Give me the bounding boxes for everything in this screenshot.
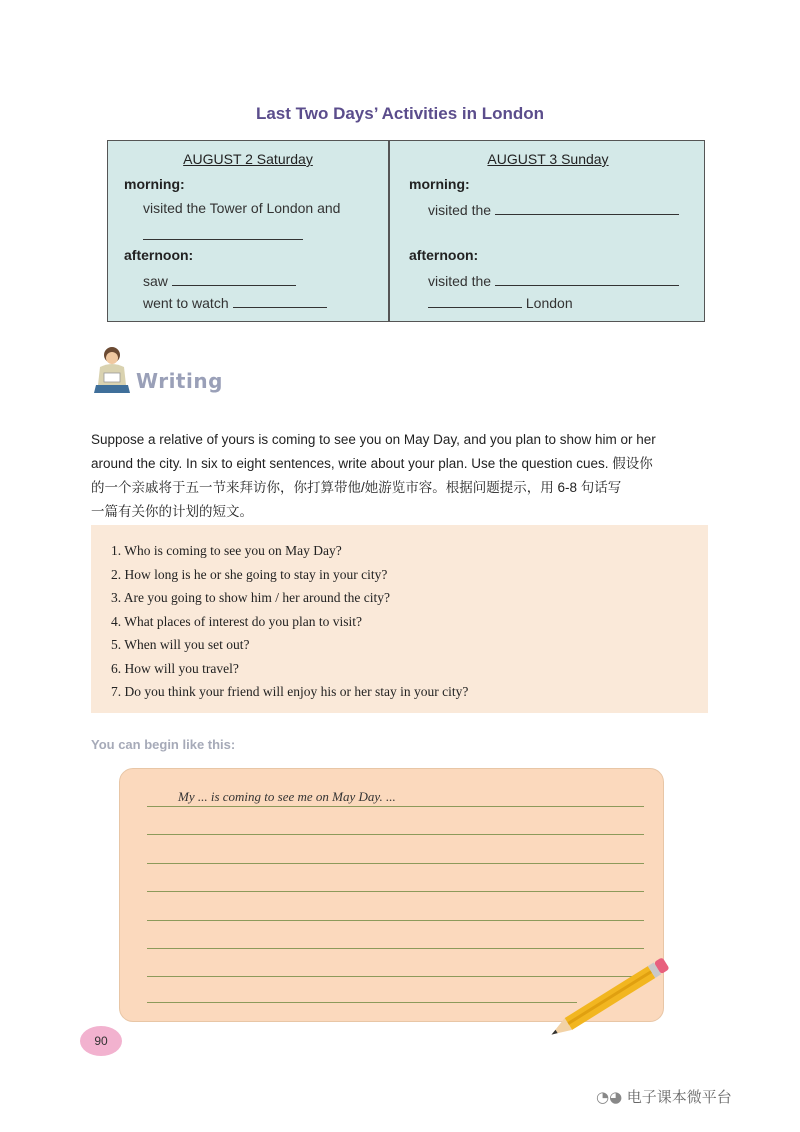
sunday-afternoon-blank2[interactable] [428, 293, 522, 308]
watermark [596, 1086, 732, 1107]
writing-line [147, 806, 644, 807]
wechat-icon: ◔◕ [596, 1088, 623, 1106]
saturday-afternoon-blank1[interactable] [172, 271, 296, 286]
saturday-column [108, 141, 388, 321]
writing-line [147, 834, 644, 835]
writing-line [147, 863, 644, 864]
question-cue: 2. How long is he or she going to stay in your city? [111, 566, 388, 582]
question-cues-list [111, 539, 468, 704]
sunday-morning-text: visited the [428, 202, 492, 218]
sunday-heading: AUGUST 3 Sunday [487, 151, 609, 167]
sunday-afternoon-blank1[interactable] [495, 271, 679, 286]
question-cue: 4. What places of interest do you plan to visit? [111, 613, 362, 629]
saturday-heading: AUGUST 2 Saturday [183, 151, 313, 167]
writing-section-header [90, 345, 290, 405]
sunday-column [390, 141, 706, 321]
page-number: 90 [80, 1026, 122, 1056]
writing-line [147, 920, 644, 921]
student-writing-icon [90, 345, 134, 397]
question-cues-box [91, 525, 708, 713]
intro-line: Suppose a relative of yours is coming to see you on May Day, and you plan to show him or her [91, 432, 656, 447]
sunday-morning-blank[interactable] [495, 200, 679, 215]
saturday-afternoon-blank2[interactable] [233, 293, 327, 308]
question-cue: 7. Do you think your friend will enjoy his or her stay in your city? [111, 684, 469, 699]
saturday-afternoon-row2 [143, 293, 327, 311]
table-title: Last Two Days’ Activities in London [255, 104, 545, 123]
intro-line: 的一个亲戚将于五一节来拜访你，你打算带他/她游览市容。根据问题提示，用 6-8 句话写 [91, 480, 622, 495]
sunday-morning-row [428, 200, 679, 218]
sunday-afternoon-row2 [428, 293, 573, 311]
writing-line [147, 948, 644, 949]
starter-sentence: My ... is coming to see me on May Day. ... [178, 789, 396, 804]
writing-line [147, 891, 644, 892]
pencil-icon [535, 958, 685, 1038]
begin-label: You can begin like this: [91, 737, 236, 752]
saturday-afternoon-label: afternoon: [124, 247, 194, 263]
intro-line: around the city. In six to eight sentences, write about your plan. Use the question cues. 假设你 [91, 456, 653, 471]
saturday-afternoon-text2: went to watch [143, 295, 229, 311]
saturday-morning-text: visited the Tower of London and [143, 200, 341, 216]
sunday-afternoon-label: afternoon: [409, 247, 479, 263]
sunday-morning-label: morning: [409, 176, 470, 192]
sunday-afternoon-row1 [428, 271, 679, 289]
saturday-morning-label: morning: [124, 176, 185, 192]
saturday-afternoon-text1: saw [143, 273, 168, 289]
sunday-afternoon-text2: London [525, 295, 573, 311]
question-cue: 6. How will you travel? [111, 660, 239, 676]
question-cue: 1. Who is coming to see you on May Day? [111, 543, 342, 558]
activities-table [107, 140, 705, 322]
question-cue: 5. When will you set out? [111, 637, 250, 652]
saturday-morning-blank-row [143, 225, 303, 243]
intro-line: 一篇有关你的计划的短文。 [91, 504, 253, 519]
sunday-afternoon-text1: visited the [428, 273, 492, 289]
writing-line [147, 1002, 577, 1003]
saturday-morning-blank[interactable] [143, 225, 303, 240]
watermark-text: 电子课本微平台 [626, 1088, 732, 1106]
question-cue: 3. Are you going to show him / her around the city? [111, 590, 390, 605]
writing-heading: Writing [136, 369, 223, 393]
saturday-afternoon-row1 [143, 271, 296, 289]
writing-instructions [91, 428, 711, 524]
